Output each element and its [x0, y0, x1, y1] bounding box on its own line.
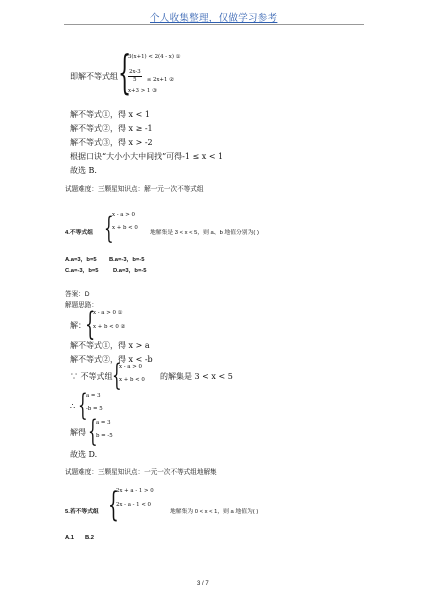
q4-eq2: x + b < 0: [112, 225, 138, 231]
block2-eq1: x - a > 0 ①: [93, 310, 123, 316]
header-rule: [64, 24, 364, 25]
block1-eq2: [128, 66, 174, 85]
q4-option-c: C.a=-3，b=5: [65, 268, 99, 274]
q4-option-d: D.a=3，b=-5: [113, 268, 147, 274]
block2-therefore-eq2: -b = 5: [86, 406, 103, 412]
q5-prefix: 5.若不等式组: [65, 509, 99, 515]
block2-solve-brace: {: [88, 414, 98, 449]
block2-prefix: 解：: [70, 321, 86, 330]
thinking-label: 解题思路：: [65, 302, 98, 309]
block1-step4: 根据口诀“大小小大中间找”可得-1 ≤ x < 1: [70, 152, 224, 161]
block2-therefore-brace: {: [78, 388, 88, 423]
block2-step2: 解不等式②，得 x < -b: [70, 355, 153, 364]
page-header-title: 个人收集整理，仅做学习参考: [150, 13, 278, 24]
block2-because-eq1: x - a > 0: [119, 364, 142, 370]
q4-eq1: x - a > 0: [112, 212, 135, 218]
block2-step1: 解不等式①，得 x > a: [70, 341, 150, 350]
q4-brace: {: [104, 211, 114, 246]
block2-therefore-eq1: a = 3: [86, 393, 101, 399]
block1-fraction: [128, 69, 142, 84]
q5-option-a: A.1: [65, 535, 75, 541]
block2-eq2: x + b < 0 ②: [93, 324, 126, 330]
block2-solve-prefix: 解得: [70, 428, 86, 437]
block2-solve-eq1: a = 3: [96, 420, 111, 426]
block1-brace: {: [118, 45, 132, 99]
q5-brace: {: [108, 485, 119, 525]
block1-step3: 解不等式③，得 x > -2: [70, 138, 153, 147]
q5-eq2: 2x - a - 1 < 0: [116, 502, 151, 508]
note1: 试题难度：三颗星知识点：解一元一次不等式组: [65, 186, 204, 193]
block2-because-suffix: 的解集是 3 < x < 5: [160, 372, 233, 381]
block1-step5: 故选 B.: [70, 166, 97, 175]
note2: 试题难度：三颗星知识点：一元一次不等式组地解集: [65, 469, 217, 476]
block1-frac-num: 2x-3: [129, 69, 141, 75]
block2-because-eq2: x + b < 0: [119, 377, 145, 383]
q4-option-a: A.a=3，b=5: [65, 257, 97, 263]
q5-option-b: B.2: [85, 535, 95, 541]
q4-prefix: 4.不等式组: [65, 230, 94, 236]
block2-brace: {: [85, 305, 96, 343]
block1-step1: 解不等式①，得 x < 1: [70, 110, 150, 119]
page-number: 3 / 7: [197, 581, 209, 587]
q4-suffix: 地解集是 3 < x < 5，则 a、b 地值分别为( ): [150, 230, 259, 236]
block1-prefix: 即解不等式组: [70, 72, 118, 81]
block1-eq1: 3(x+1) < 2(4 - x) ①: [128, 54, 181, 60]
block1-eq3: x+3 > 1 ③: [128, 88, 157, 94]
q5-eq1: 2x + a - 1 > 0: [116, 488, 154, 494]
block2-solve-eq2: b = -5: [96, 433, 113, 439]
q5-suffix: 地解集为 0 < x < 1，则 a 地值为( ): [170, 509, 259, 515]
block2-therefore: ∴: [70, 402, 76, 411]
block2-conclusion: 故选 D.: [70, 450, 98, 459]
block1-eq2-rhs: ≤ 2x+1 ②: [146, 77, 174, 83]
q4-option-b: B.a=-3，b=-5: [109, 257, 145, 263]
block1-frac-den: 5: [133, 77, 137, 83]
block2-because-brace: {: [112, 358, 122, 393]
block1-step2: 解不等式②，得 x ≥ -1: [70, 124, 153, 133]
block2-because-prefix: ∵ 不等式组: [70, 372, 113, 381]
answer4: 答案：D: [65, 291, 90, 298]
